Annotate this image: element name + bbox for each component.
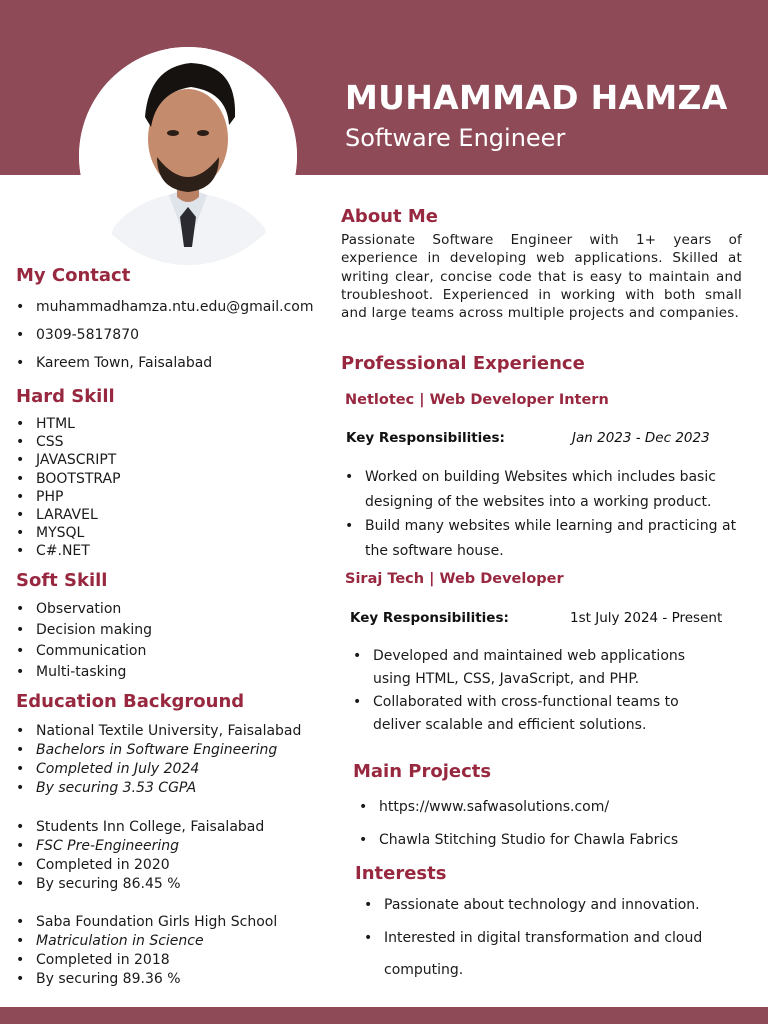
responsibility-list [345,465,743,563]
education-entry [16,818,264,894]
soft-skill-item: • Observation [16,600,152,621]
candidate-name: MUHAMMAD HAMZA [345,78,728,117]
soft-skill-item: • Decision making [16,621,152,642]
profile-photo [79,47,297,265]
hard-skill-list [16,415,121,561]
education-completion: • Completed in 2020 [16,856,264,875]
interests-heading: Interests [355,863,447,884]
candidate-role: Software Engineer [345,124,566,152]
about-heading: About Me [341,206,438,227]
soft-skill-heading: Soft Skill [16,570,108,591]
education-completion: • Completed in 2018 [16,951,277,970]
project-item[interactable]: • https://www.safwasolutions.com/ [359,798,678,831]
education-school: • Saba Foundation Girls High School [16,913,277,932]
job-title: Siraj Tech | Web Developer [345,571,564,587]
interests-list [364,889,734,987]
hard-skill-item: • PHP [16,488,121,506]
contact-phone: • 0309-5817870 [16,326,313,354]
education-school: • National Textile University, Faisalabad [16,722,301,741]
hard-skill-heading: Hard Skill [16,386,115,407]
contact-list [16,298,313,382]
education-entry [16,913,277,989]
contact-email: • muhammadhamza.ntu.edu@gmail.com [16,298,313,326]
hard-skill-item: • JAVASCRIPT [16,451,121,469]
interest-item: • Passionate about technology and innovation. [364,889,734,922]
responsibility-item: • Collaborated with cross-functional teams to deliver scalable and efficient solutions. [353,691,713,737]
key-responsibilities-label: Key Responsibilities: [346,430,505,446]
education-heading: Education Background [16,691,245,712]
experience-heading: Professional Experience [341,353,585,374]
contact-address: • Kareem Town, Faisalabad [16,354,313,382]
job-dates: 1st July 2024 - Present [570,610,723,626]
job-title: Netlotec | Web Developer Intern [345,392,609,408]
hard-skill-item: • C#.NET [16,542,121,560]
project-item: • Chawla Stitching Studio for Chawla Fabrics [359,831,678,864]
hard-skill-item: • CSS [16,433,121,451]
job-dates: Jan 2023 - Dec 2023 [572,430,710,446]
education-degree: • Bachelors in Software Engineering [16,741,301,760]
responsibility-list [353,645,713,737]
interest-item: • Interested in digital transformation and cloud computing. [364,922,734,987]
soft-skill-item: • Communication [16,642,152,663]
responsibility-item: • Worked on building Websites which includes basic designing of the websites into a working product. [345,465,743,514]
education-completion: • Completed in July 2024 [16,760,301,779]
about-text: Passionate Software Engineer with 1+ years of experience in developing web applications. Skilled at writing clear, concise code that is easy to maintain and troubleshoot. Experienced in working with both small and large teams across multiple projects and companies. [341,232,742,322]
soft-skill-list [16,600,152,684]
education-grade: • By securing 86.45 % [16,875,264,894]
contact-heading: My Contact [16,265,131,286]
hard-skill-item: • BOOTSTRAP [16,470,121,488]
soft-skill-item: • Multi-tasking [16,663,152,684]
key-responsibilities-label: Key Responsibilities: [350,610,509,626]
education-grade: • By securing 3.53 CGPA [16,779,301,798]
education-grade: • By securing 89.36 % [16,970,277,989]
hard-skill-item: • LARAVEL [16,506,121,524]
responsibility-item: • Build many websites while learning and practicing at the software house. [345,514,743,563]
hard-skill-item: • HTML [16,415,121,433]
hard-skill-item: • MYSQL [16,524,121,542]
education-degree: • Matriculation in Science [16,932,277,951]
responsibility-item: • Developed and maintained web applications using HTML, CSS, JavaScript, and PHP. [353,645,713,691]
education-entry [16,722,301,798]
footer-band [0,1007,768,1024]
projects-heading: Main Projects [353,761,492,782]
projects-list [359,798,678,864]
education-degree: • FSC Pre-Engineering [16,837,264,856]
education-school: • Students Inn College, Faisalabad [16,818,264,837]
